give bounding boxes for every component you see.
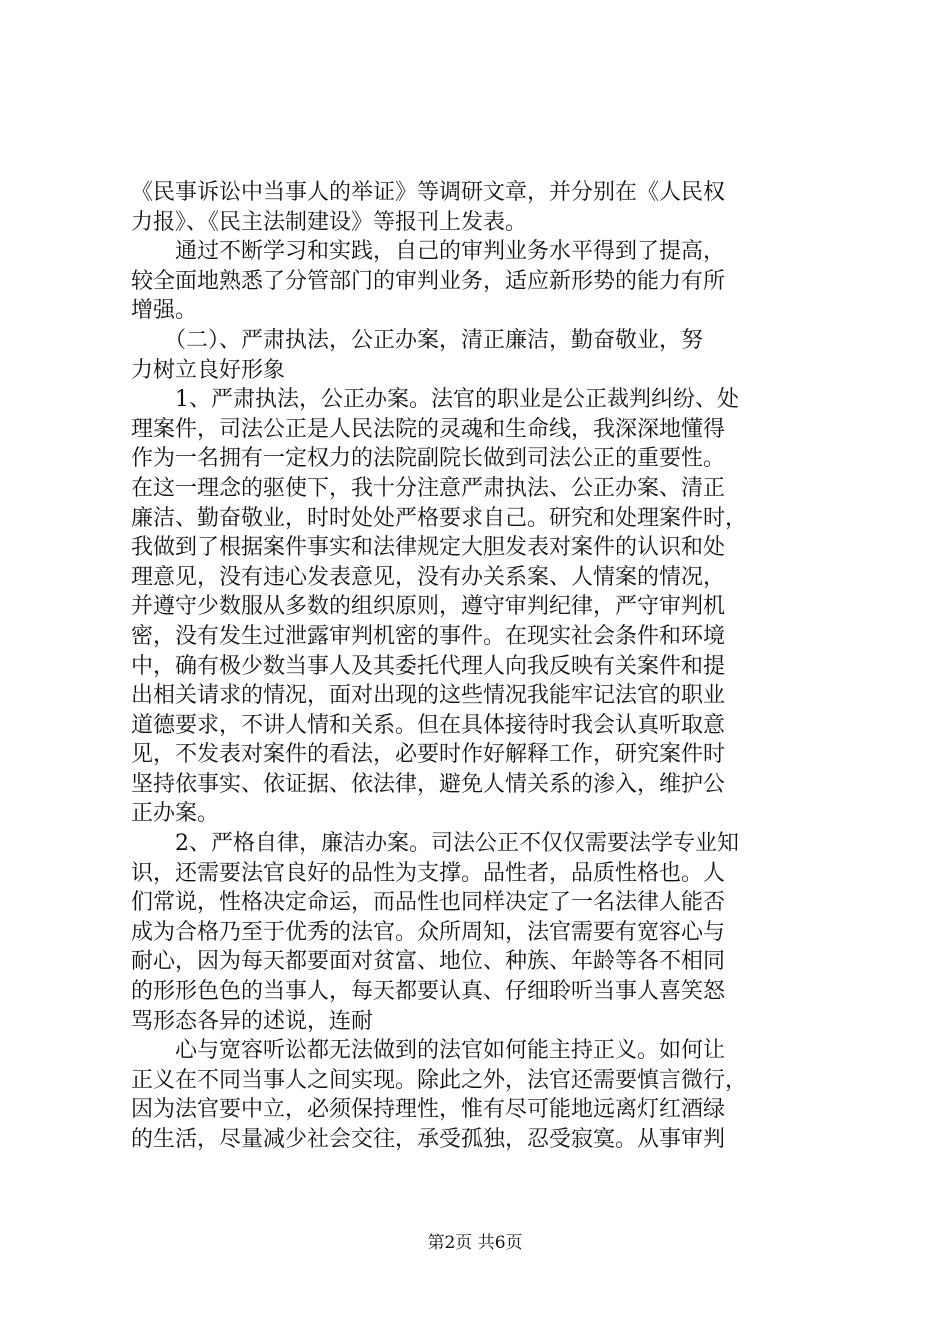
text-line: 因为法官要中立，必须保持理性，惟有尽可能地远离灯红酒绿 — [131, 1097, 726, 1123]
text-line: 增强。 — [131, 298, 198, 324]
text-line: 并遵守少数服从多数的组织原则，遵守审判纪律，严守审判机 — [131, 594, 726, 620]
text-line: 1、严肃执法，公正办案。法官的职业是公正裁判纠纷、处 — [131, 387, 739, 413]
text-line: 正义在不同当事人之间实现。除此之外，法官还需要慎言微行， — [131, 1067, 748, 1093]
text-line: 骂形态各异的述说，连耐 — [131, 1008, 374, 1034]
text-line: 廉洁、勤奋敬业，时时处处严格要求自己。研究和处理案件时， — [131, 505, 748, 531]
text-line: 我做到了根据案件事实和法律规定大胆发表对案件的认识和处 — [131, 535, 726, 561]
text-line: 力报》、《民主法制建设》等报刊上发表。 — [131, 209, 528, 235]
text-line: 2、严格自律，廉洁办案。司法公正不仅仅需要法学专业知 — [131, 831, 739, 857]
text-line: 心与宽容听讼都无法做到的法官如何能主持正义。如何让 — [131, 1038, 726, 1064]
text-line: 中，确有极少数当事人及其委托代理人向我反映有关案件和提 — [131, 653, 726, 679]
text-line: 在这一理念的驱使下，我十分注意严肃执法、公正办案、清正 — [131, 475, 726, 501]
text-line: 通过不断学习和实践，自己的审判业务水平得到了提高， — [131, 239, 726, 265]
text-line: 见，不发表对案件的看法，必要时作好解释工作，研究案件时 — [131, 742, 726, 768]
text-line: 识，还需要法官良好的品性为支撑。品性者，品质性格也。人 — [131, 860, 726, 886]
text-line: 的形形色色的当事人，每天都要认真、仔细聆听当事人喜笑怒 — [131, 979, 726, 1005]
text-line: 耐心，因为每天都要面对贫富、地位、种族、年龄等各不相同 — [131, 949, 726, 975]
text-line: 的生活，尽量减少社会交往，承受孤独，忍受寂寞。从事审判 — [131, 1127, 726, 1152]
page-footer: 第2页 共6页 — [427, 1233, 523, 1253]
text-line: 作为一名拥有一定权力的法院副院长做到司法公正的重要性。 — [131, 446, 726, 472]
text-line: 们常说，性格决定命运，而品性也同样决定了一名法律人能否 — [131, 890, 726, 916]
text-line: 出相关请求的情况，面对出现的这些情况我能牢记法官的职业 — [131, 683, 726, 709]
document-body — [131, 178, 831, 1155]
text-line: 成为合格乃至于优秀的法官。众所周知，法官需要有宽容心与 — [131, 919, 726, 945]
text-line: 理意见，没有违心发表意见，没有办关系案、人情案的情况， — [131, 564, 726, 590]
text-line: 正办案。 — [131, 801, 220, 827]
text-line: 《民事诉讼中当事人的举证》等调研文章，并分别在《人民权 — [131, 180, 726, 205]
text-line: 密，没有发生过泄露审判机密的事件。在现实社会条件和环境 — [131, 623, 726, 649]
text-line: 道德要求，不讲人情和关系。但在具体接待时我会认真听取意 — [131, 712, 726, 738]
text-line: 较全面地熟悉了分管部门的审判业务，适应新形势的能力有所 — [131, 268, 726, 294]
text-line: （二）、严肃执法，公正办案，清正廉洁，勤奋敬业，努 — [131, 327, 704, 353]
text-line: 坚持依事实、依证据、依法律，避免人情关系的渗入，维护公 — [131, 771, 726, 797]
text-line: 理案件，司法公正是人民法院的灵魂和生命线，我深深地懂得 — [131, 416, 726, 442]
text-line: 力树立良好形象 — [131, 357, 286, 383]
